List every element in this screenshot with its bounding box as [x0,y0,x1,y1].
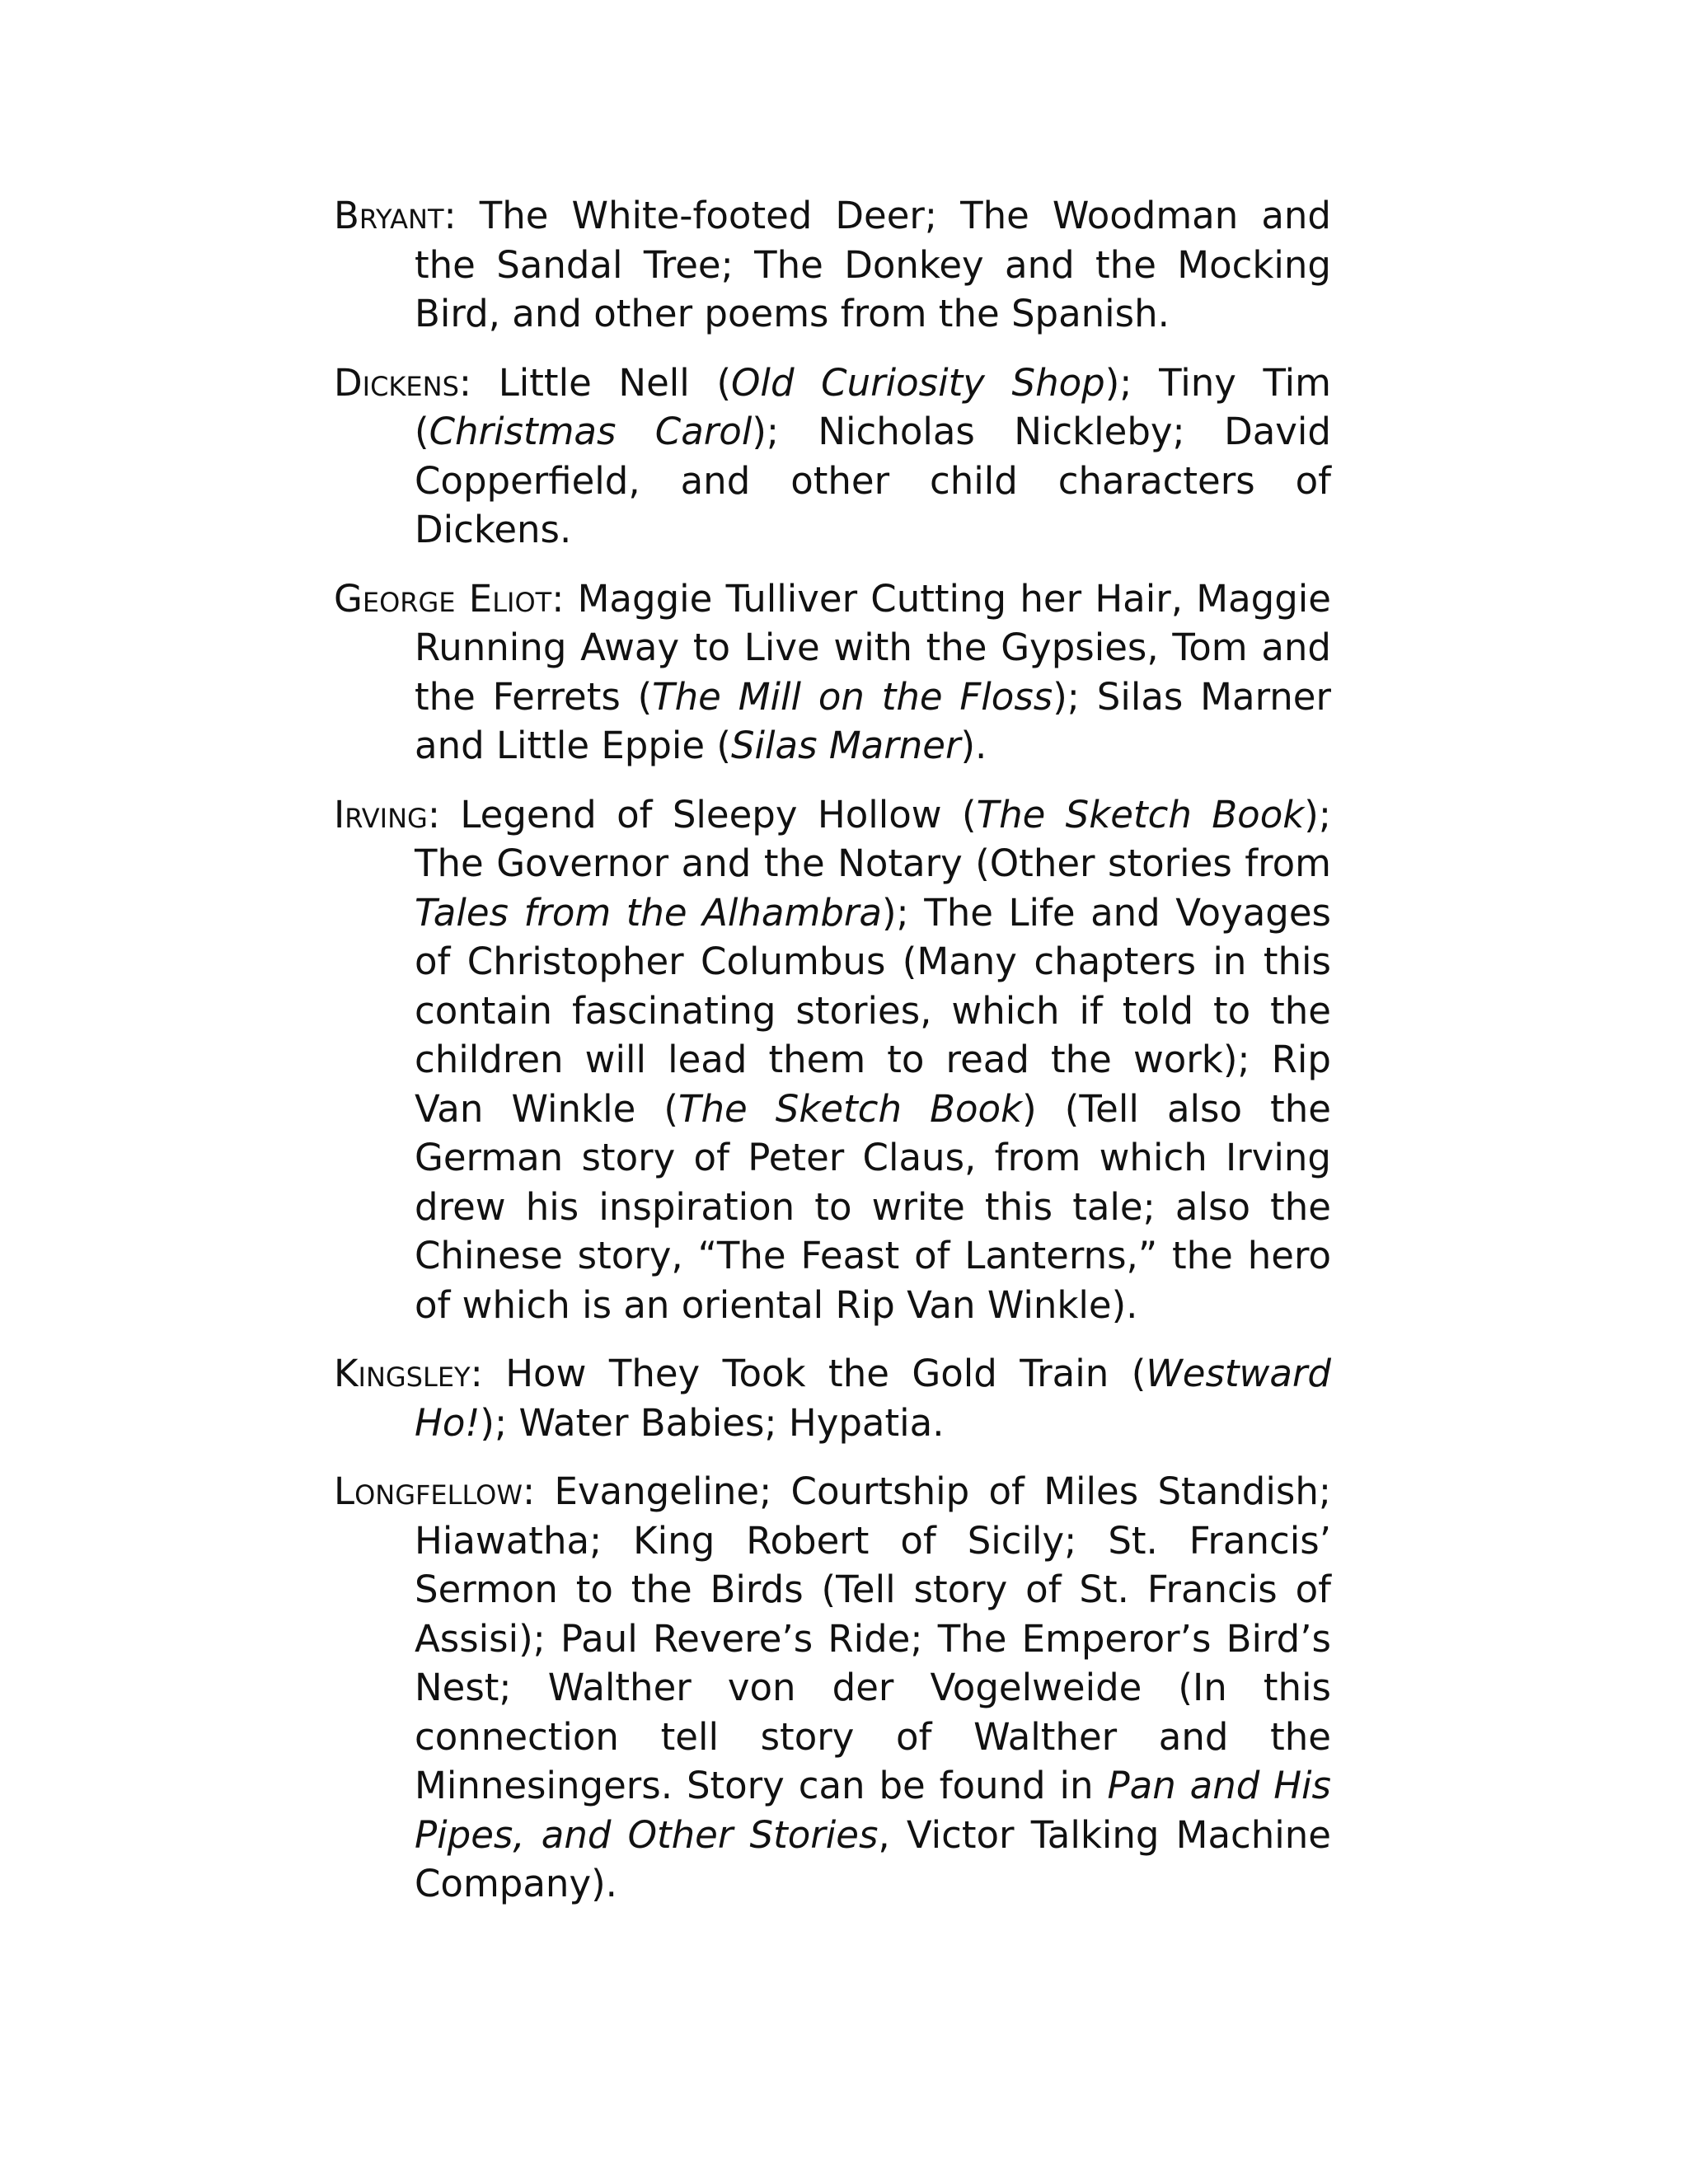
entry-text: : Legend of Sleepy Hollow ( [427,792,977,837]
entry-text: : How They Took the Gold Train ( [470,1352,1146,1395]
work-title: The Sketch Book [976,792,1305,837]
work-title: Westward Ho! [415,1352,1331,1445]
work-title: Pan and His Pipes, and Other Stories [415,1764,1331,1857]
reading-list [334,191,1331,1929]
entry-text: ); Silas Marner and Little Eppie ( [415,674,1331,767]
author-name: Bryant [334,194,444,237]
work-title: Silas Marner [730,724,961,767]
work-title: The Mill on the Floss [652,674,1053,719]
entry-irving [334,790,1331,1330]
entry-text: ); Nicholas Nickleby; David Copperfield, and other child characters of Dickens. [415,410,1331,551]
entry-text: : Little Nell ( [458,360,732,405]
entry-text: ); Tiny Tim ( [415,360,1331,453]
entry-text: ); The Life and Voyages of Christopher Columbus (Many chapters in this contain fascinating stories, which if told to the children will lead them to read the work); Rip Van Winkle ( [415,890,1331,1131]
entry-kingsley [334,1349,1331,1447]
entry-text: ); The Governor and the Notary (Other stories from [415,792,1332,885]
author-name: Kingsley [334,1352,471,1395]
work-title: Old Curiosity Shop [731,360,1105,405]
author-name: George Eliot [334,576,552,621]
entry-text: ). [960,724,987,767]
entry-text: , Victor Talking Machine Company). [415,1812,1331,1905]
author-name: Dickens [334,360,459,405]
entry-text: : Maggie Tulliver Cutting her Hair, Maggie Running Away to Live with the Gypsies, Tom and the Ferrets ( [415,576,1331,719]
author-name: Irving [334,792,428,837]
entry-text: : The White-footed Deer; The Woodman and the Sandal Tree; The Donkey and the Mocking Bird, and other poems from the Spanish. [415,194,1331,335]
entry-longfellow [334,1467,1331,1909]
entry-text: ) (Tell also the German story of Peter Claus, from which Irving drew his inspiration to write this tale; also the Chinese story, “The Feast of Lanterns,” the hero of which is an oriental Rip Van Winkle). [415,1086,1331,1327]
entry-george-eliot [334,574,1331,771]
entry-dickens [334,359,1331,555]
work-title: The Sketch Book [678,1086,1023,1131]
entry-bryant [334,191,1331,339]
work-title: Tales from the Alhambra [415,890,882,935]
entry-text: : Evangeline; Courtship of Miles Standish; Hiawatha; King Robert of Sicily; St. Francis’ Sermon to the Birds (Tell story of St. Francis of Assisi); Paul Revere’s Ride; The Emperor’s Bird’s Nest; Walther von der Vogelweide (In this connection tell story of Walther and the Minnesingers. Story can be found in [415,1469,1331,1807]
entry-text: ); Water Babies; Hypatia. [480,1400,945,1445]
work-title: Christmas Carol [429,410,753,453]
author-name: Longfellow [334,1469,523,1513]
